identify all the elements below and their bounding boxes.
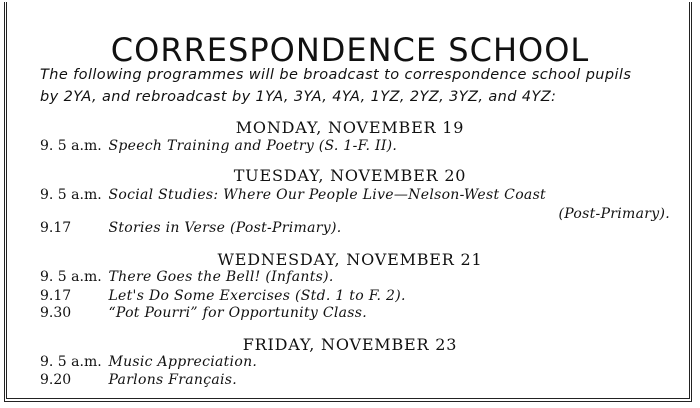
day-heading-wednesday: WEDNESDAY, NOVEMBER 21	[217, 250, 483, 269]
programme-time: 9.20	[40, 372, 72, 388]
programme-title: Stories in Verse (Post-Primary).	[108, 220, 342, 236]
page-title: CORRESPONDENCE SCHOOL	[110, 31, 590, 70]
programme-title: Parlons Français.	[108, 372, 238, 388]
programme-row	[40, 220, 341, 236]
programme-time: 9. 5 a.m.	[40, 187, 102, 203]
day-heading-friday: FRIDAY, NOVEMBER 23	[242, 335, 458, 354]
intro-line-1: The following programmes will be broadcast to correspondence school pupils	[40, 67, 632, 83]
programme-title: Let's Do Some Exercises (Std. 1 to F. 2).	[108, 288, 406, 304]
programme-row	[40, 305, 367, 321]
day-heading-monday: MONDAY, NOVEMBER 19	[235, 118, 465, 137]
programme-time: 9. 5 a.m.	[40, 138, 102, 154]
programme-time: 9. 5 a.m.	[40, 269, 102, 285]
programme-title: Social Studies: Where Our People Live—Nelson-West Coast	[108, 187, 546, 203]
programme-time: 9.17	[40, 288, 72, 304]
intro-paragraph	[40, 64, 680, 108]
programme-time: 9.30	[40, 305, 72, 321]
programme-title: “Pot Pourri” for Opportunity Class.	[108, 305, 367, 321]
programme-title-continuation: (Post-Primary).	[558, 206, 670, 222]
programme-time: 9. 5 a.m.	[40, 354, 102, 370]
programme-row	[40, 288, 406, 304]
programme-title: Speech Training and Poetry (S. 1-F. II).	[108, 138, 398, 154]
programme-time: 9.17	[40, 220, 72, 236]
programme-row	[40, 138, 397, 154]
programme-row	[40, 372, 237, 388]
intro-line-2: by 2YA, and rebroadcast by 1YA, 3YA, 4YA, 1YZ, 2YZ, 3YZ, and 4YZ:	[40, 89, 557, 105]
programme-row	[40, 187, 546, 203]
day-heading-tuesday: TUESDAY, NOVEMBER 20	[233, 166, 467, 185]
programme-row	[40, 269, 334, 285]
programme-title: Music Appreciation.	[108, 354, 258, 370]
programme-title: There Goes the Bell! (Infants).	[108, 269, 334, 285]
programme-row	[40, 354, 257, 370]
